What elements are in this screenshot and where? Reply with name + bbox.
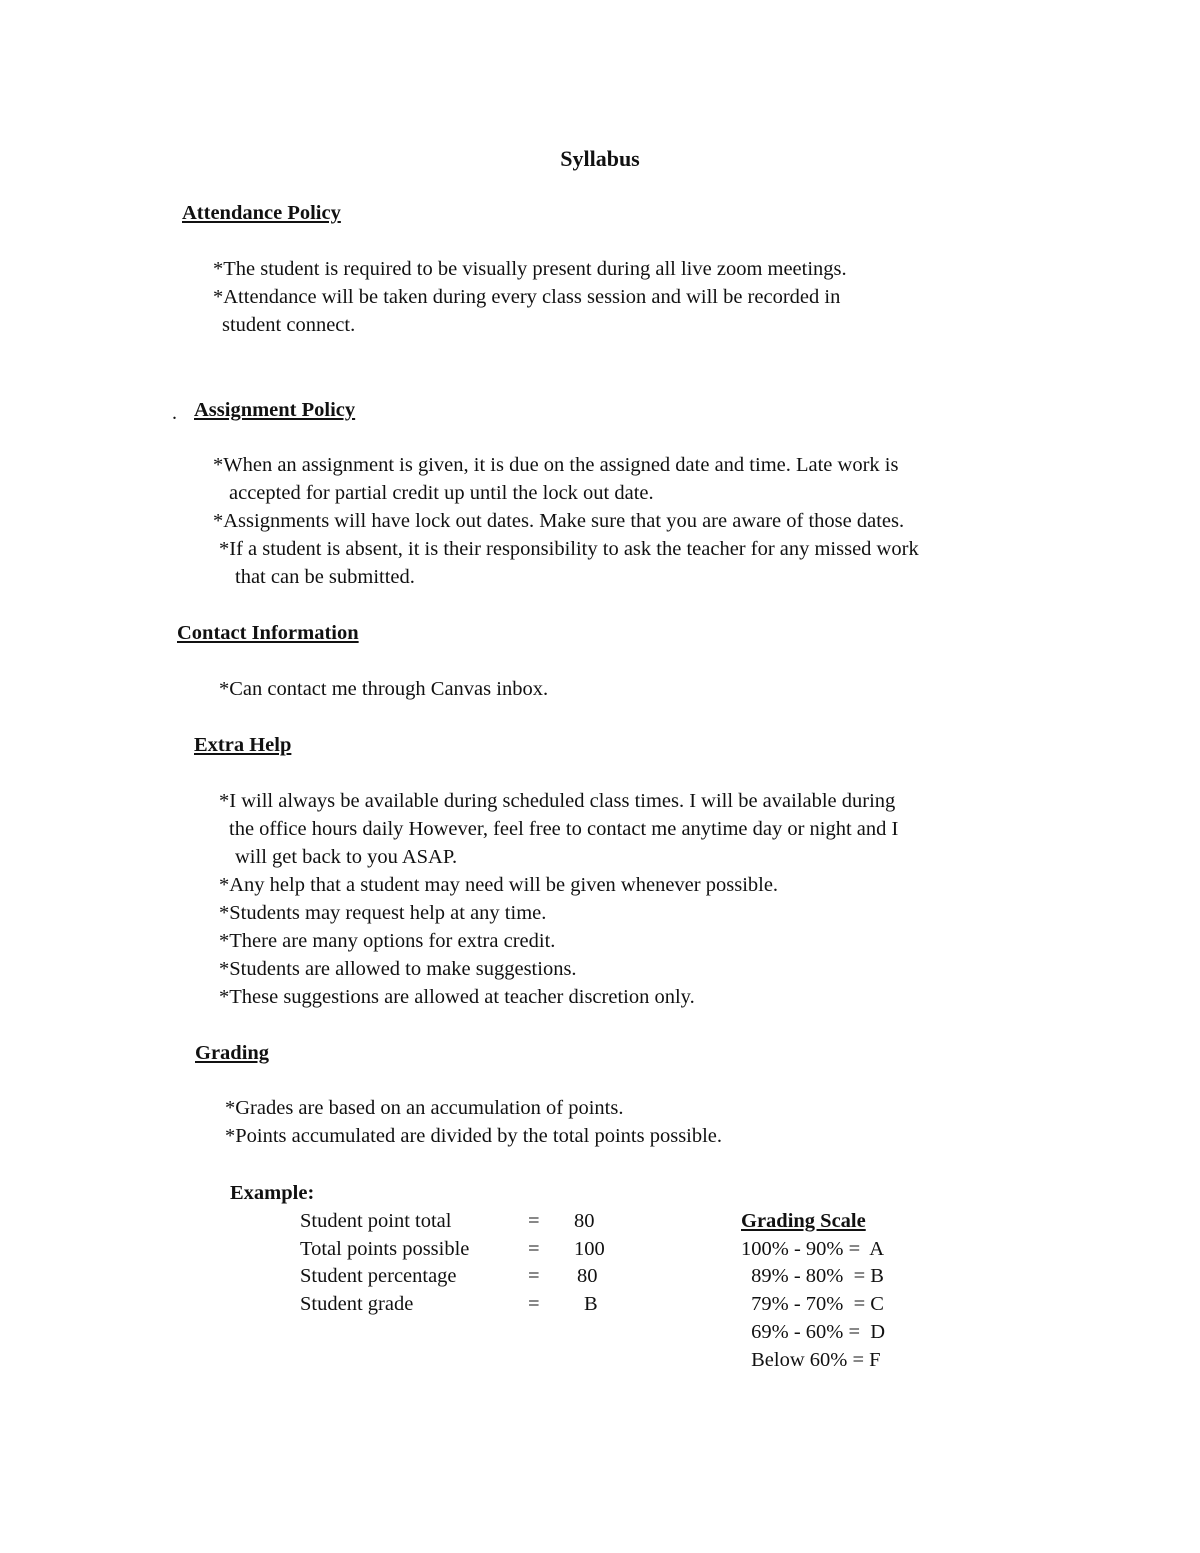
assignment-line: *When an assignment is given, it is due on the assigned date and time. Late work is xyxy=(213,454,899,476)
assignment-line: *If a student is absent, it is their responsibility to ask the teacher for any missed work xyxy=(219,538,919,560)
extra-help-line: *There are many options for extra credit. xyxy=(219,930,556,952)
grading-scale-row: 89% - 80% = B xyxy=(746,1265,884,1287)
example-row-equals: = xyxy=(528,1265,540,1287)
extra-help-heading: Extra Help xyxy=(194,734,292,756)
example-row-label: Total points possible xyxy=(300,1238,470,1260)
example-row-value: B xyxy=(584,1293,598,1315)
example-row-value: 80 xyxy=(574,1210,595,1232)
grading-scale-heading: Grading Scale xyxy=(741,1210,866,1232)
example-row-value: 80 xyxy=(577,1265,598,1287)
contact-line: *Can contact me through Canvas inbox. xyxy=(219,678,549,700)
assignment-line: that can be submitted. xyxy=(235,566,415,588)
grading-scale-row: Below 60% = F xyxy=(746,1349,881,1371)
example-row-equals: = xyxy=(528,1293,540,1315)
example-label: Example: xyxy=(230,1182,315,1204)
grading-line: *Grades are based on an accumulation of points. xyxy=(225,1097,624,1119)
example-row-label: Student grade xyxy=(300,1293,414,1315)
example-row-equals: = xyxy=(528,1238,540,1260)
example-row-label: Student percentage xyxy=(300,1265,457,1287)
example-row-value: 100 xyxy=(574,1238,605,1260)
contact-information-heading: Contact Information xyxy=(177,622,359,644)
grading-line: *Points accumulated are divided by the total points possible. xyxy=(225,1125,723,1147)
example-row-label: Student point total xyxy=(300,1210,452,1232)
extra-help-line: *Students may request help at any time. xyxy=(219,902,547,924)
grading-scale-row: 100% - 90% = A xyxy=(741,1238,885,1260)
extra-help-line: *I will always be available during scheduled class times. I will be available during xyxy=(219,790,896,812)
extra-help-line: *Students are allowed to make suggestions. xyxy=(219,958,577,980)
attendance-line: *Attendance will be taken during every class session and will be recorded in xyxy=(213,286,841,308)
assignment-policy-heading: Assignment Policy xyxy=(194,399,356,421)
assignment-line: *Assignments will have lock out dates. Make sure that you are aware of those dates. xyxy=(213,510,905,532)
extra-help-line: *These suggestions are allowed at teacher discretion only. xyxy=(219,986,695,1008)
grading-scale-row: 79% - 70% = C xyxy=(746,1293,884,1315)
list-marker: . xyxy=(172,402,177,424)
attendance-policy-heading: Attendance Policy xyxy=(182,202,341,224)
page-title: Syllabus xyxy=(560,146,640,171)
extra-help-line: the office hours daily However, feel free to contact me anytime day or night and I xyxy=(229,818,899,840)
assignment-line: accepted for partial credit up until the lock out date. xyxy=(229,482,654,504)
grading-heading: Grading xyxy=(195,1042,270,1064)
grading-scale-row: 69% - 60% = D xyxy=(746,1321,886,1343)
example-row-equals: = xyxy=(528,1210,540,1232)
attendance-line: *The student is required to be visually present during all live zoom meetings. xyxy=(213,258,847,280)
extra-help-line: *Any help that a student may need will be given whenever possible. xyxy=(219,874,779,896)
attendance-line: student connect. xyxy=(222,314,356,336)
extra-help-line: will get back to you ASAP. xyxy=(235,846,458,868)
